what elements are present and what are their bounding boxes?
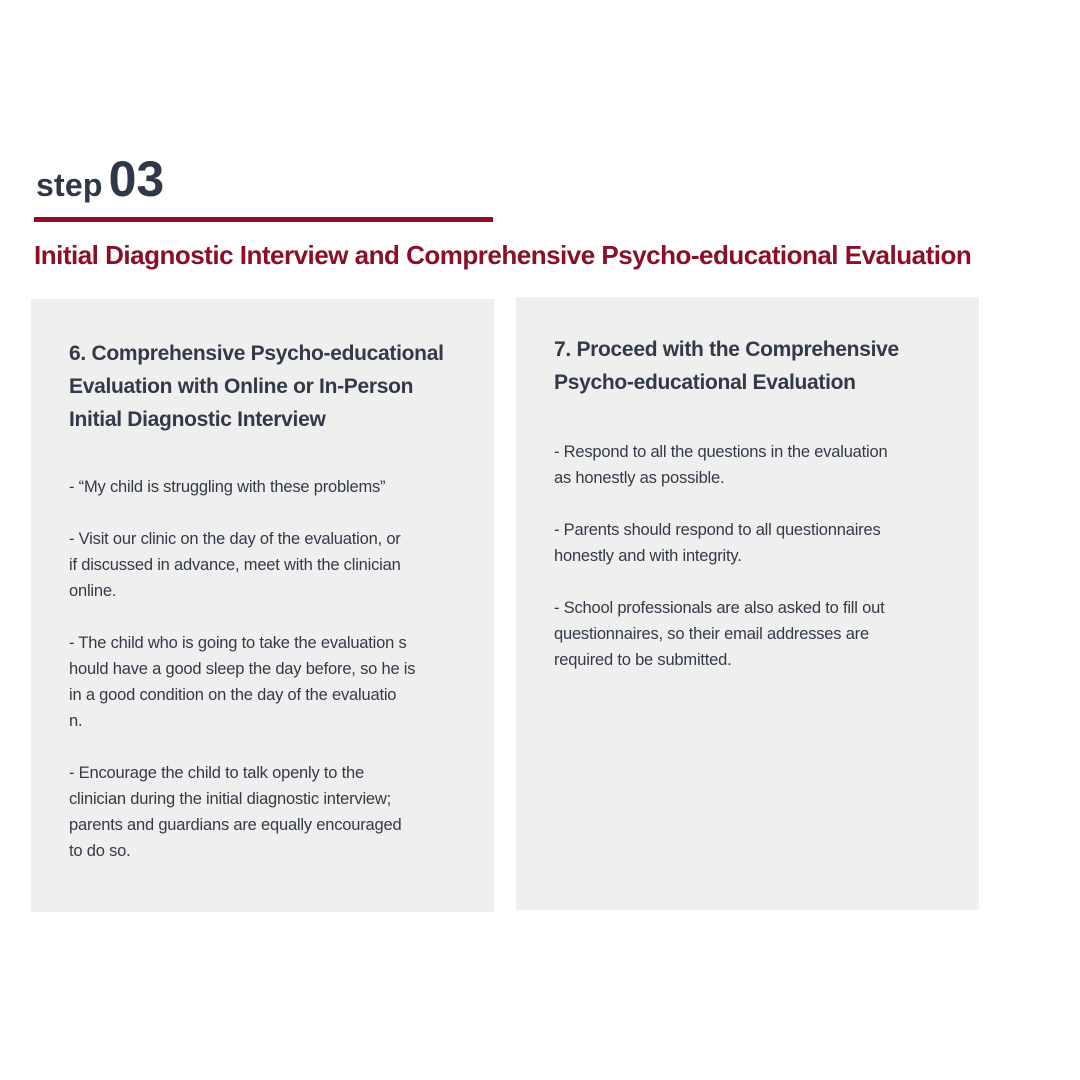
step-7-items [554,439,949,673]
step-heading [36,150,164,212]
step-6-title: 6. Comprehensive Psycho-educational Evaluation with Online or In-Person Initial Diagnostic Interview [69,342,444,431]
step-6-panel [31,299,494,912]
list-item: - Parents should respond to all questionnaires honestly and with integrity. [554,521,881,565]
step-6-items [69,474,464,864]
list-item: - School professionals are also asked to fill out questionnaires, so their email addresses are required to be submitted. [554,599,885,669]
list-item: - Visit our clinic on the day of the evaluation, or if discussed in advance, meet with the clinician online. [69,530,401,600]
step-7-title: 7. Proceed with the Comprehensive Psycho-educational Evaluation [554,338,899,394]
list-item: - The child who is going to take the evaluation s hould have a good sleep the day before, so he is in a good condition on the day of the evaluatio n. [69,634,416,730]
step-7-panel [516,297,979,910]
step-divider [34,217,493,222]
list-item: - “My child is struggling with these problems” [69,478,386,496]
list-item: - Respond to all the questions in the evaluation as honestly as possible. [554,443,888,487]
list-item: - Encourage the child to talk openly to the clinician during the initial diagnostic interview; parents and guardians are equally encouraged to do so. [69,764,402,860]
section-title: Initial Diagnostic Interview and Comprehensive Psycho-educational Evaluation [34,240,972,270]
step-number: 03 [108,151,165,207]
step-label: step [36,167,103,203]
